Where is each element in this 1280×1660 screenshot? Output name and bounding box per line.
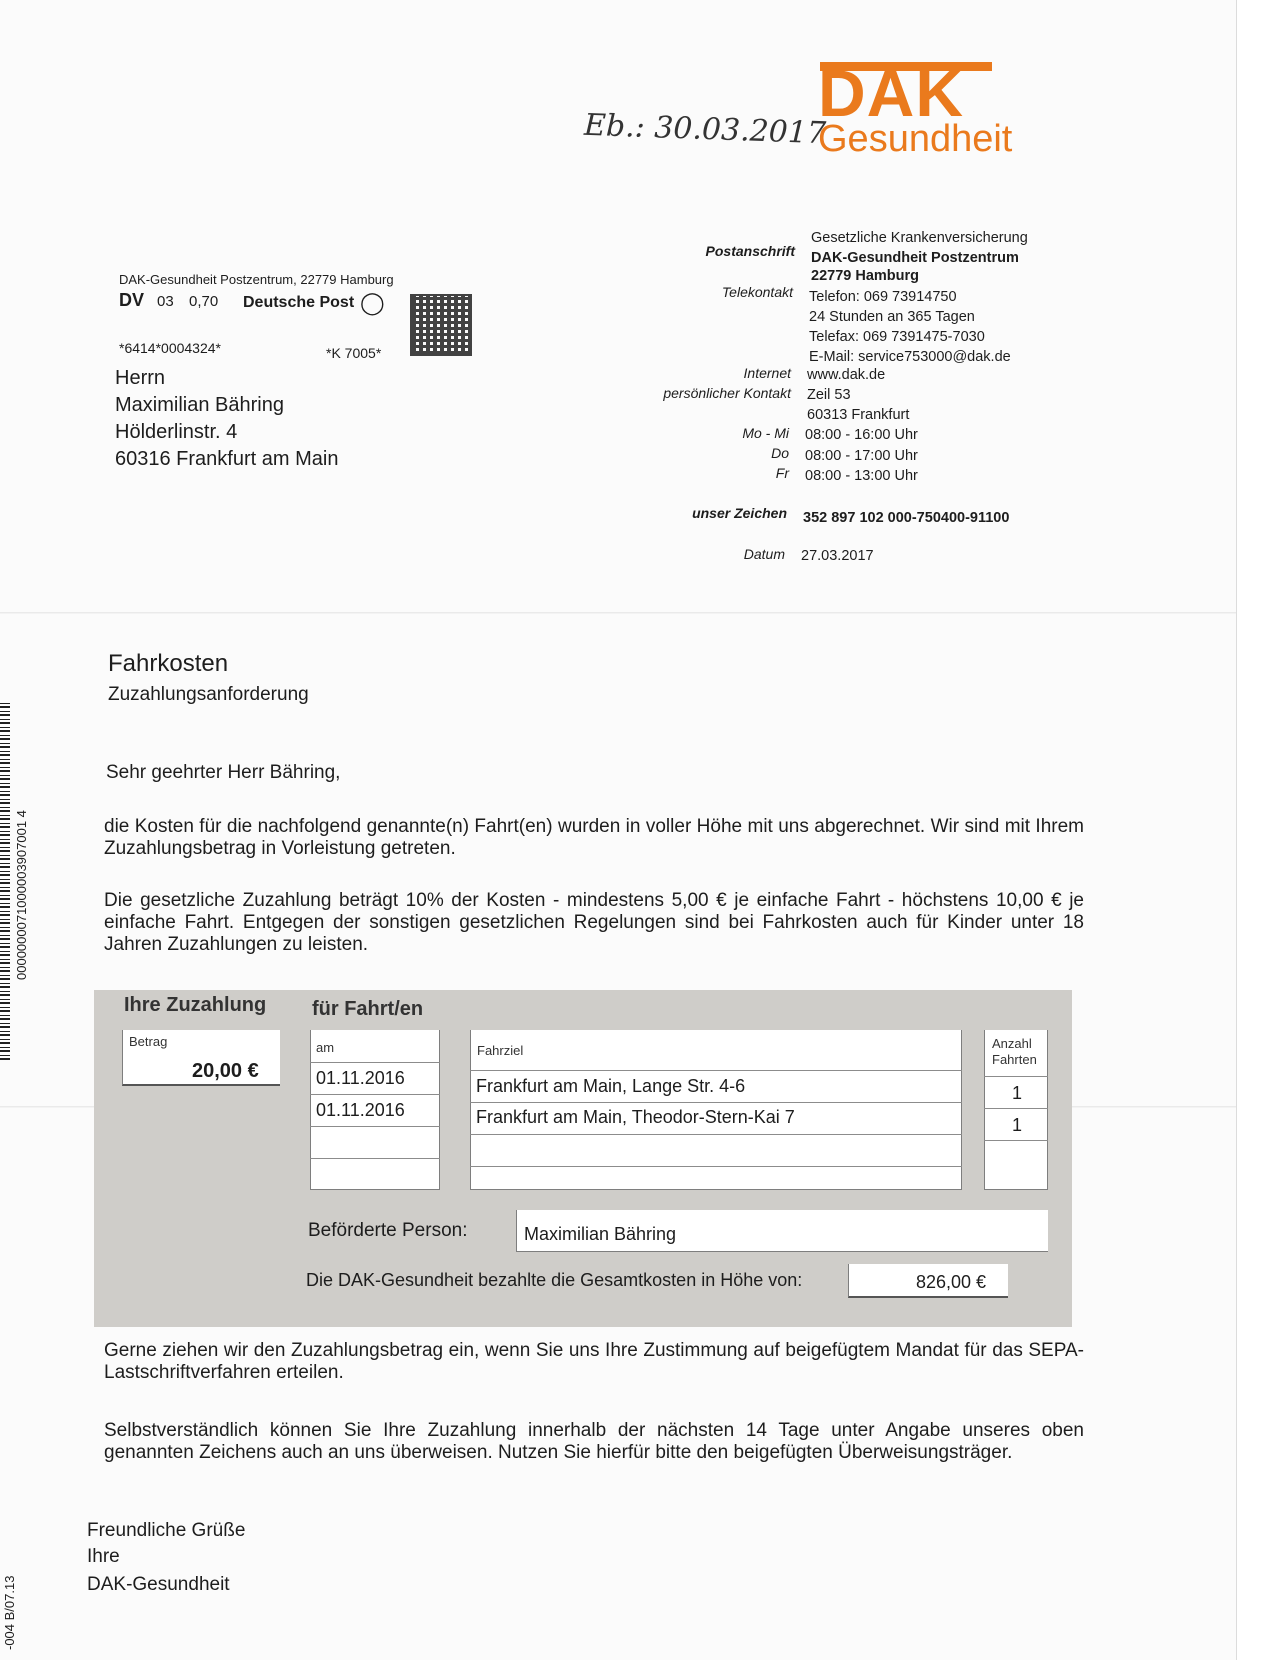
recipient-salutation: Herrn [115, 367, 166, 389]
paragraph-3: Gerne ziehen wir den Zuzahlungsbetrag ein, wenn Sie uns Ihre Zustimmung auf beigefügtem Mandat für das SEPA-Lastschriftverfahren erteilen. [104, 1340, 1084, 1383]
info-postanschrift-2: 22779 Hamburg [811, 268, 919, 284]
info-internet: www.dak.de [807, 367, 886, 383]
postage-carrier: Deutsche Post [243, 294, 355, 311]
info-kontakt-2: 60313 Frankfurt [807, 407, 910, 423]
subject-title: Fahrkosten [108, 650, 229, 677]
info-mo-mi: 08:00 - 16:00 Uhr [805, 427, 918, 443]
label-datum: Datum [743, 546, 785, 562]
postage-dv: DV [119, 290, 145, 310]
label-postanschrift: Postanschrift [705, 243, 795, 259]
am-label: am [316, 1040, 335, 1055]
label-mo-mi: Mo - Mi [742, 425, 789, 441]
postage-amount: 0,70 [189, 293, 219, 310]
paper-fold [0, 612, 1236, 614]
side-barcode-text: 0000000071000003907001 4 [14, 810, 29, 980]
row-line [310, 1158, 440, 1159]
row-line [470, 1102, 962, 1103]
closing-line-3: DAK-Gesundheit [87, 1574, 230, 1595]
paragraph-1: die Kosten für die nachfolgend genannte(n) Fahrt(en) wurden in voller Höhe mit uns abgerechnet. Wir sind mit Ihrem Zuzahlungsbetrag in Vorleistung getreten. [104, 816, 1084, 859]
anzahl-label-1: Anzahl [992, 1036, 1032, 1051]
info-postanschrift-1: DAK-Gesundheit Postzentrum [811, 250, 1019, 266]
anzahl-label-2: Fahrten [992, 1052, 1037, 1067]
row-1-am: 01.11.2016 [316, 1068, 405, 1088]
greeting: Sehr geehrter Herr Bähring, [106, 762, 341, 783]
info-org: Gesetzliche Krankenversicherung [811, 230, 1028, 246]
row-1-anzahl: 1 [1012, 1083, 1023, 1103]
header-zuzahlung: Ihre Zuzahlung [124, 994, 267, 1016]
recipient-city: 60316 Frankfurt am Main [115, 448, 339, 470]
datamatrix-code [410, 294, 472, 356]
side-barcode [0, 700, 10, 1060]
label-kontakt: persönlicher Kontakt [663, 385, 791, 401]
label-zeichen: unser Zeichen [692, 505, 787, 521]
betrag-value: 20,00 € [192, 1060, 259, 1082]
paragraph-2: Die gesetzliche Zuzahlung beträgt 10% der Kosten - mindestens 5,00 € je einfache Fahrt - höchstens 10,00 € je einfache Fahrt. Entgegen der sonstigen gesetzlichen Regelungen sind bei Fahrkosten auch für Kinder unter 18 Jahren Zuzahlungen zu leisten. [104, 890, 1084, 955]
sender-line: DAK-Gesundheit Postzentrum, 22779 Hamburg [119, 272, 394, 287]
fahrziel-label: Fahrziel [477, 1043, 524, 1058]
closing-line-1: Freundliche Grüße [87, 1520, 246, 1541]
row-line [470, 1166, 962, 1167]
person-label: Beförderte Person: [308, 1220, 468, 1241]
row-line [310, 1126, 440, 1127]
header-fahrten: für Fahrt/en [312, 998, 424, 1020]
total-label: Die DAK-Gesundheit bezahlte die Gesamtkosten in Höhe von: [306, 1270, 803, 1290]
postage-code-1: *6414*0004324* [119, 340, 221, 356]
label-internet: Internet [743, 365, 791, 381]
logo-gesundheit: Gesundheit [818, 118, 1013, 160]
info-zeichen: 352 897 102 000-750400-91100 [803, 510, 1010, 526]
label-do: Do [771, 445, 789, 461]
info-do: 08:00 - 17:00 Uhr [805, 448, 918, 464]
total-value: 826,00 € [916, 1272, 987, 1292]
recipient-name: Maximilian Bähring [115, 394, 284, 416]
info-telefax: Telefax: 069 7391475-7030 [809, 329, 985, 345]
closing-line-2: Ihre [87, 1546, 120, 1567]
logo-dak: DAK [818, 56, 964, 130]
paragraph-4: Selbstverständlich können Sie Ihre Zuzahlung innerhalb der nächsten 14 Tage unter Angabe unseres oben genannten Zeichens auch an uns überweisen. Nutzen Sie hierfür bitte den beigefügten Überweisungsträger. [104, 1420, 1084, 1463]
subject-subtitle: Zuzahlungsanforderung [108, 684, 309, 705]
row-2-anzahl: 1 [1012, 1115, 1023, 1135]
info-telefon: Telefon: 069 73914750 [809, 289, 957, 305]
person-value: Maximilian Bähring [524, 1224, 677, 1244]
row-line [310, 1094, 440, 1095]
row-line [470, 1134, 962, 1135]
handwritten-note: Eb.: 30.03.2017 [583, 107, 827, 152]
posthorn-icon: ◯ [360, 290, 385, 315]
recipient-street: Hölderlinstr. 4 [115, 421, 238, 443]
form-code: -004 B/07.13 [2, 1575, 17, 1650]
info-fr: 08:00 - 13:00 Uhr [805, 468, 918, 484]
info-kontakt-1: Zeil 53 [807, 387, 851, 403]
postage-dv-code: 03 [157, 293, 174, 310]
row-1-ziel: Frankfurt am Main, Lange Str. 4-6 [476, 1076, 746, 1096]
payment-box [94, 990, 1072, 1327]
info-datum: 27.03.2017 [801, 548, 874, 564]
row-2-am: 01.11.2016 [316, 1100, 405, 1120]
row-line [984, 1108, 1048, 1109]
info-email: E-Mail: service753000@dak.de [809, 349, 1011, 365]
postage-code-2: *K 7005* [326, 345, 382, 361]
info-hours: 24 Stunden an 365 Tagen [809, 309, 975, 325]
label-telekontakt: Telekontakt [721, 284, 793, 300]
row-line [984, 1076, 1048, 1077]
row-line [984, 1140, 1048, 1141]
row-line [310, 1062, 440, 1063]
row-line [470, 1070, 962, 1071]
row-2-ziel: Frankfurt am Main, Theodor-Stern-Kai 7 [476, 1107, 795, 1127]
betrag-label: Betrag [129, 1034, 168, 1049]
label-fr: Fr [775, 465, 789, 481]
